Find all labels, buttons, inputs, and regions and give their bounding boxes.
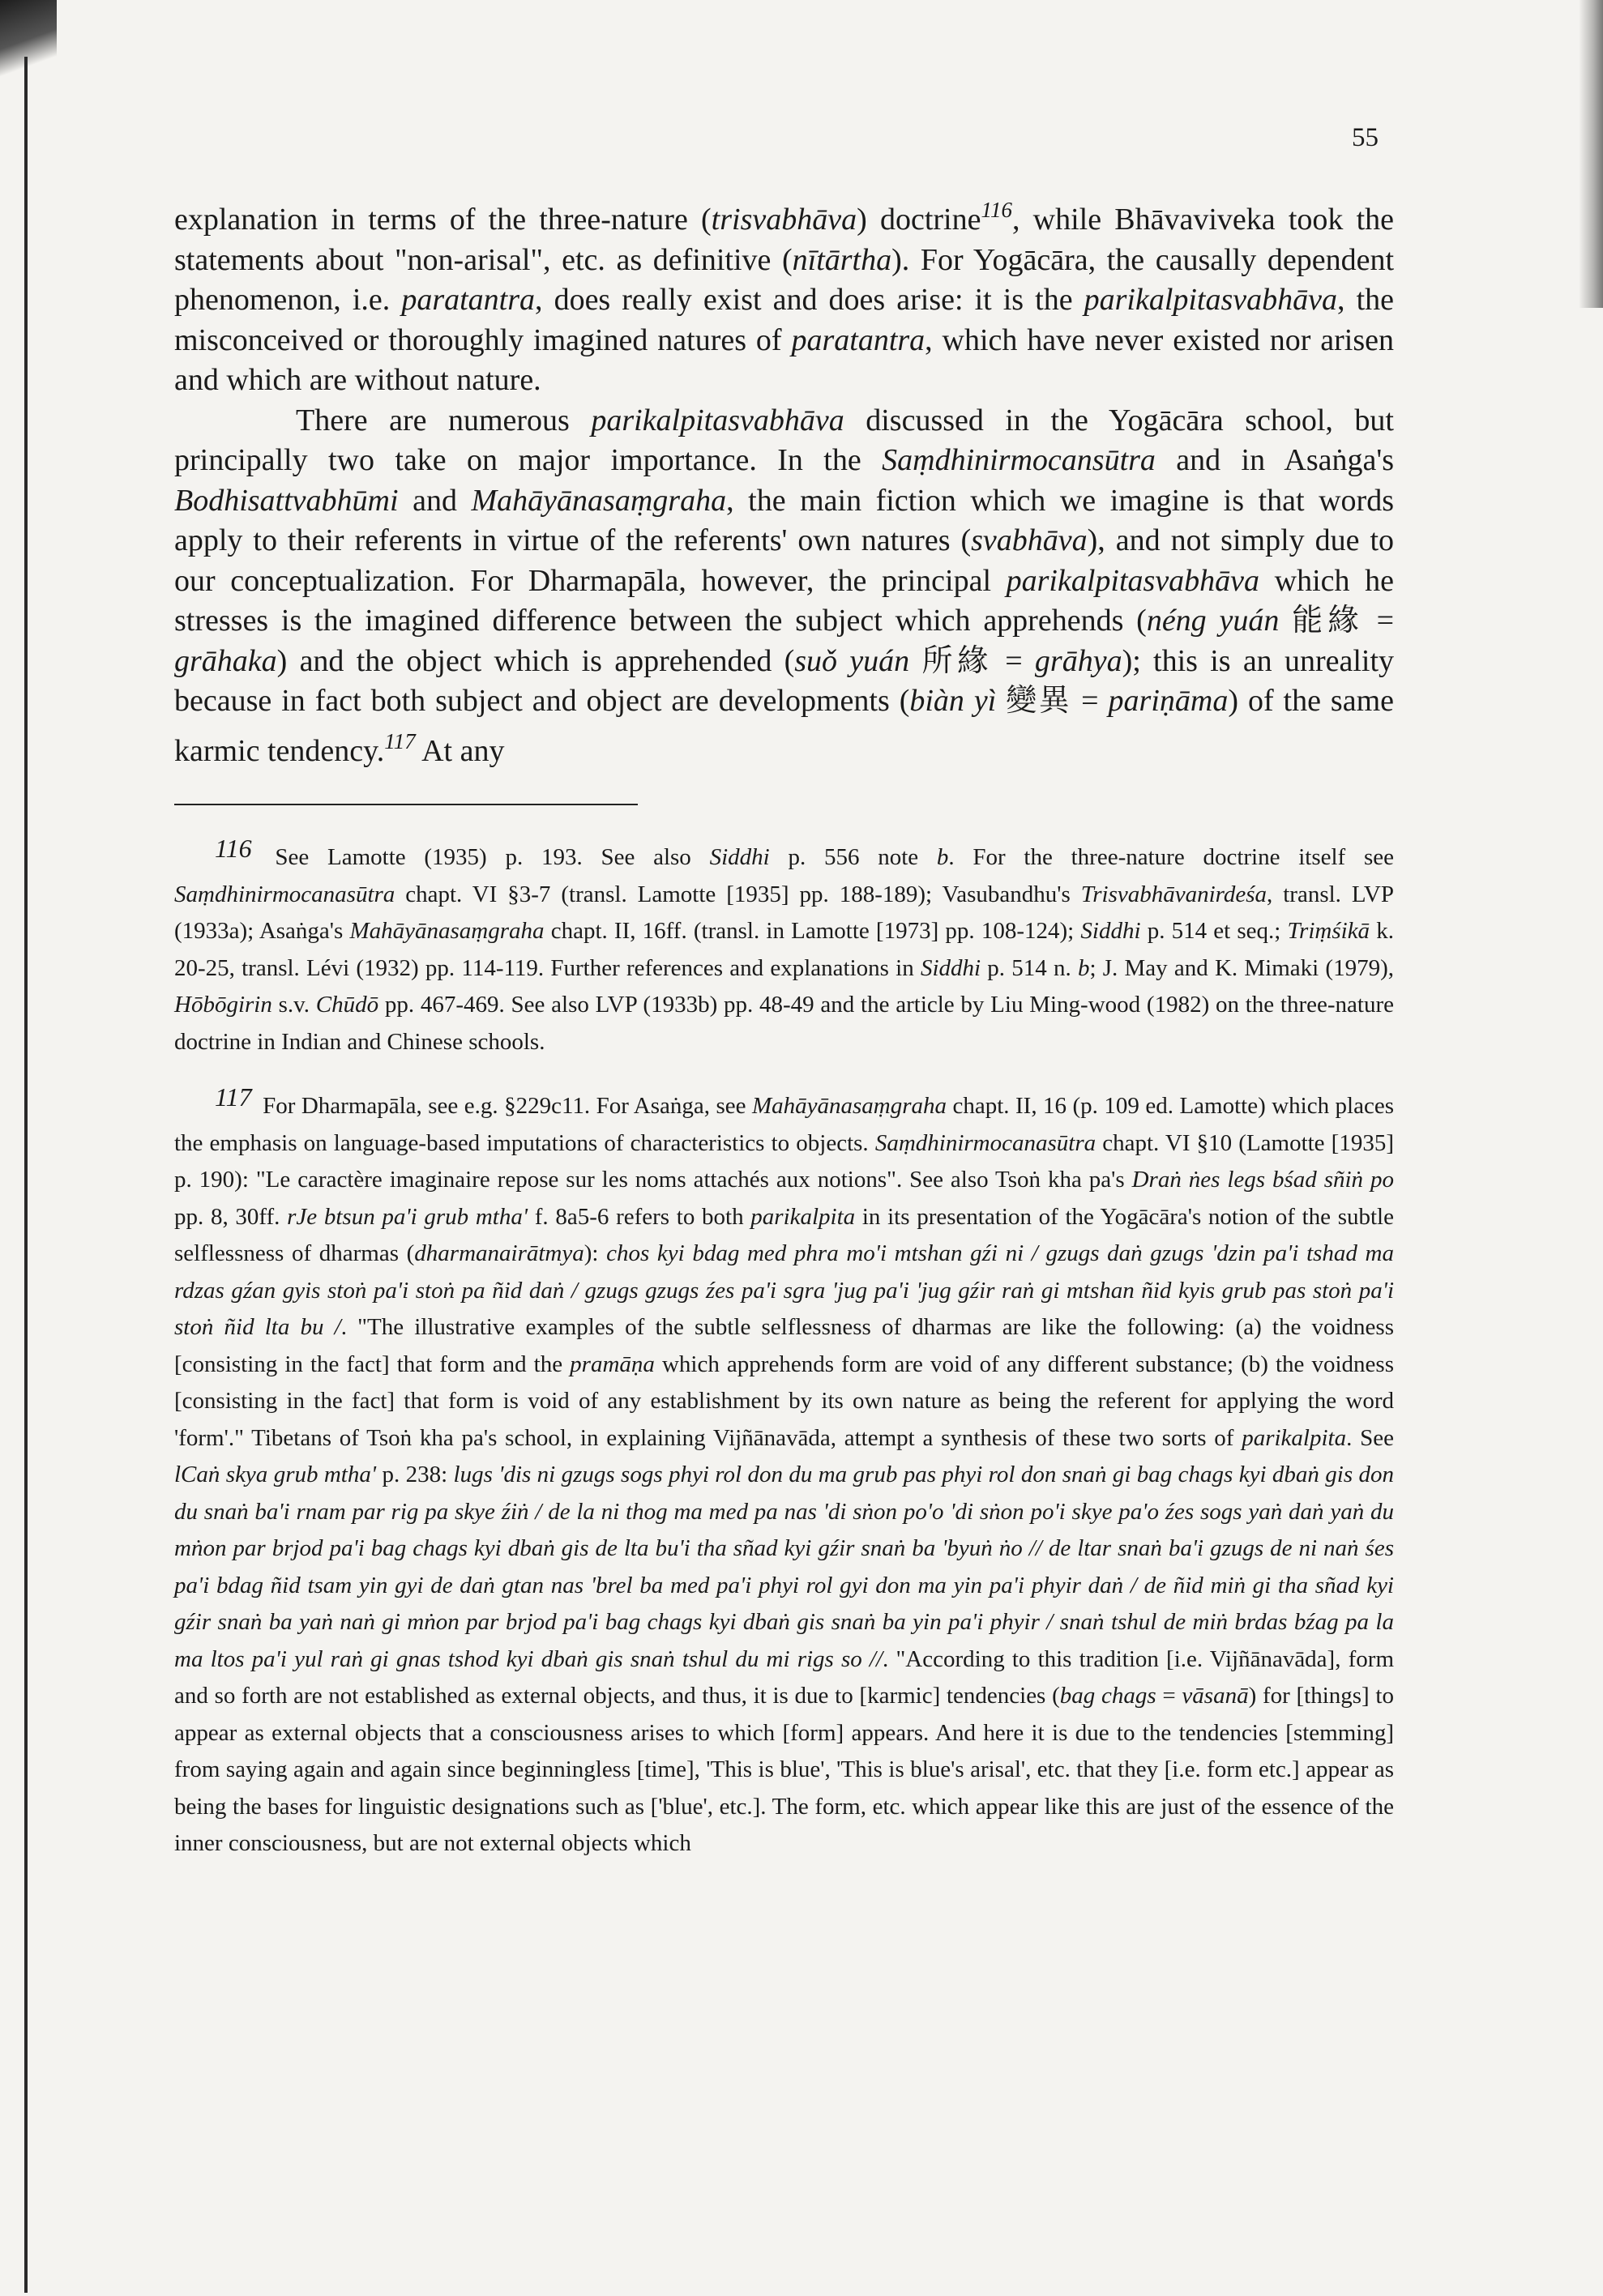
- main-body-text: [174, 190, 1394, 771]
- footnote-separator: [174, 804, 638, 805]
- footnote-117: 117 For Dharmapāla, see e.g. §229c11. For Asaṅga, see Mahāyānasaṃgraha chapt. II, 16 (p. 109 ed. Lamotte) which places the emphasis on language-based imputations of characteristics to objects. Saṃdhinirmocanasūtra chapt. VI §10 (Lamotte [1935] p. 190): "Le caractère imaginaire repose sur les noms attachés aux notions". See also Tsoṅ kha pa's Draṅ ṅes legs bśad sñiṅ po pp. 8, 30ff. rJe btsun pa'i grub mtha' f. 8a5-6 refers to both parikalpita in its presentation of the Yogācāra's notion of the subtle selflessness of dharmas (dharmanairātmya): chos kyi bdag med phra mo'i mtshan gźi ni / gzugs daṅ gzugs 'dzin pa'i tshad ma rdzas gźan gyis stoṅ pa'i stoṅ pa ñid daṅ / gzugs gzugs źes pa'i sgra 'jug pa'i 'jug gźir raṅ gi mtshan ñid kyis grub pas stoṅ pa'i stoṅ ñid lta bu /. "The illustrative examples of the subtle selflessness of dharmas are like the following: (a) the voidness [consisting in the fact] that form and the pramāṇa which apprehends form are void of any different substance; (b) the voidness [consisting in the fact] that form is void of any establishment by its own nature as being the referent for applying the word 'form'." Tibetans of Tsoṅ kha pa's school, in explaining Vijñānavāda, attempt a synthesis of these two sorts of parikalpita. See lCaṅ skya grub mtha' p. 238: lugs 'dis ni gzugs sogs phyi rol don du ma grub pas phyi rol don snaṅ gi bag chags kyi dbaṅ gis don du snaṅ ba'i rnam par rig pa skye źiṅ / de la ni thog ma med pa nas 'di sṅon po'o 'di sṅon po'i skye pa'o źes sogs yaṅ daṅ yaṅ du mṅon par brjod pa'i bag chags kyi dbaṅ gis de lta bu'i tha sñad kyi gźir snaṅ ba 'byuṅ ṅo // de ltar snaṅ ba'i gzugs de ni naṅ śes pa'i bdag ñid tsam yin gyi de daṅ gtan nas 'brel ba med pa'i phyi rol gyi don ma yin pa'i phyir daṅ / de ñid miṅ gi tha sñad kyi gźir snaṅ ba yaṅ naṅ gi mṅon par brjod pa'i bag chags kyi dbaṅ gis snaṅ ba yin pa'i phyir / snaṅ tshul de miṅ brdas bźag pa la ma ltos pa'i yul raṅ gi gnas tshod kyi dbaṅ gis snaṅ tshul du mi rigs so //. "According to this tradition [i.e. Vijñānavāda], form and so forth are not established as external objects, and thus, it is due to [karmic] tendencies (bag chags = vāsanā) for [things] to appear as external objects that a consciousness arises to which [form] appears. And here it is due to the tendencies [stemming] from saying again and again since beginningless [time], 'This is blue', 'This is blue's arisal', etc. that they [i.e. form etc.] appear as being the bases for linguistic designations such as ['blue', etc.]. The form, etc. which appear like this are just of the essence of the inner consciousness, but are not external objects which: [174, 1082, 1395, 1856]
- page-binding-edge: [24, 57, 28, 2293]
- page-number: 55: [1352, 123, 1379, 152]
- footnote-116: 116 See Lamotte (1935) p. 193. See also Siddhi p. 556 note b. For the three-nature doctrine itself see Saṃdhinirmocanasūtra chapt. VI §3-7 (transl. Lamotte [1935] pp. 188-189); Vasubandhu's Trisvabhāvanirdeśa, transl. LVP (1933a); Asaṅga's Mahāyānasaṃgraha chapt. II, 16ff. (transl. in Lamotte [1973] pp. 108-124); Siddhi p. 514 et seq.; Triṃśikā k. 20-25, transl. Lévi (1932) pp. 114-119. Further references and explanations in Siddhi p. 514 n. b; J. May and K. Mimaki (1979), Hōbōgirin s.v. Chūdō pp. 467-469. See also LVP (1933b) pp. 48-49 and the article by Liu Ming-wood (1982) on the three-nature doctrine in Indian and Chinese schools.: [174, 834, 1394, 1055]
- footnote-ref-117: 117: [384, 728, 416, 753]
- footnotes: [174, 830, 1394, 1863]
- footnote-number: 117: [215, 1082, 252, 1112]
- paragraph-2: There are numerous parikalpitasvabhāva discussed in the Yogācāra school, but principally two take on major importance. In the Saṃdhinirmocansūtra and in Asaṅga's Bodhisattvabhūmi and Mahāyānasaṃgraha, the main fiction which we imagine is that words apply to their referents in virtue of the referents' own natures (svabhāva), and not simply due to our conceptualization. For Dharmapāla, however, the principal parikalpitasvabhāva which he stresses is the imagined difference between the subject which apprehends (néng yuán 能緣 = grāhaka) and the object which is apprehended (suǒ yuán 所緣 = grāhya); this is an unreality because in fact both subject and object are developments (biàn yì 變異 = pariṇāma) of the same karmic tendency.$^{117}$ At any: [174, 403, 1395, 768]
- footnote-number: 116: [215, 834, 252, 863]
- footnote-ref-116: 116: [981, 198, 1012, 222]
- page-corner-shadow: [0, 0, 57, 89]
- paragraph-1: explanation in terms of the three-nature (trisvabhāva) doctrine$^{116}$, while Bhāvaviveka took the statements about "non-arisal", etc. as definitive (nītārtha). For Yogācāra, the causally dependent phenomenon, i.e. paratantra, does really exist and does arise: it is the parikalpitasvabhāva, the misconceived or thoroughly imagined natures of paratantra, which have never existed nor arisen and which are without nature.: [174, 198, 1395, 397]
- page-right-shadow: [1579, 0, 1603, 308]
